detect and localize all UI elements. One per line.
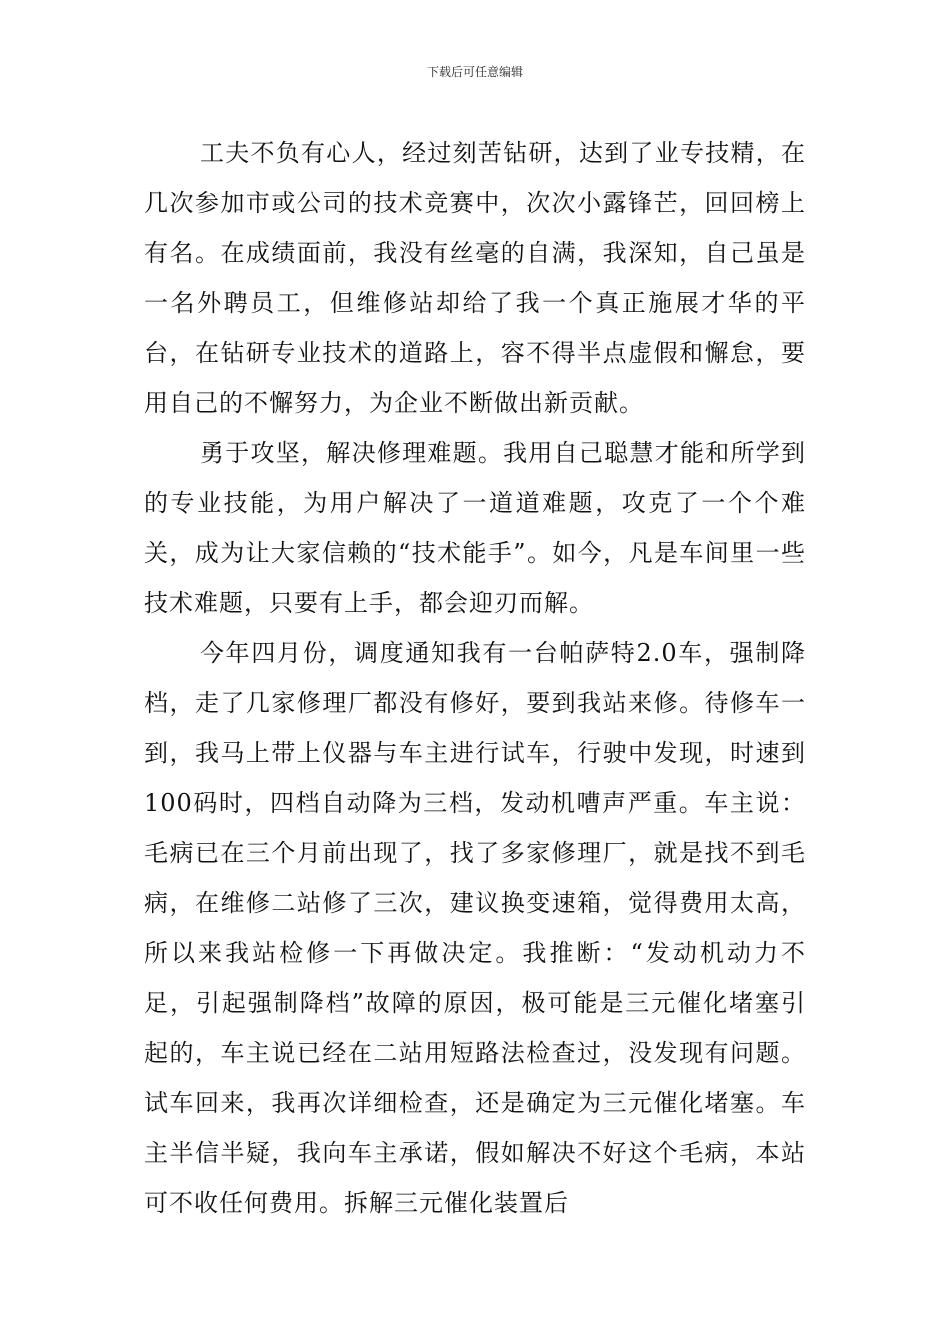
document-body — [144, 128, 806, 1228]
paragraph: 工夫不负有心人，经过刻苦钻研，达到了业专技精，在几次参加市或公司的技术竞赛中，次次小露锋芒，回回榜上有名。在成绩面前，我没有丝毫的自满，我深知，自己虽是一名外聘员工，但维修站却给了我一个真正施展才华的平台，在钻研专业技术的道路上，容不得半点虚假和懈怠，要用自己的不懈努力，为企业不断做出新贡献。 — [144, 139, 806, 417]
page-header: 下载后可任意编辑 — [426, 65, 523, 79]
paragraph: 今年四月份，调度通知我有一台帕萨特2.0车，强制降档，走了几家修理厂都没有修好，要到我站来修。待修车一到，我马上带上仪器与车主进行试车，行驶中发现，时速到100码时，四档自动降为三档，发动机嘈声严重。车主说：毛病已在三个月前出现了，找了多家修理厂，就是找不到毛病，在维修二站修了三次，建议换变速箱，觉得费用太高，所以来我站检修一下再做决定。我推断：“发动机动力不足，引起强制降档”故障的原因，极可能是三元催化堵塞引起的，车主说已经在二站用短路法检查过，没发现有问题。试车回来，我再次详细检查，还是确定为三元催化堵塞。车主半信半疑，我向车主承诺，假如解决不好这个毛病，本站可不收任何费用。拆解三元催化装置后 — [144, 639, 806, 1217]
paragraph: 勇于攻坚，解决修理难题。我用自己聪慧才能和所学到的专业技能，为用户解决了一道道难题，攻克了一个个难关，成为让大家信赖的“技术能手”。如今，凡是车间里一些技术难题，只要有上手，都会迎刃而解。 — [144, 439, 806, 617]
